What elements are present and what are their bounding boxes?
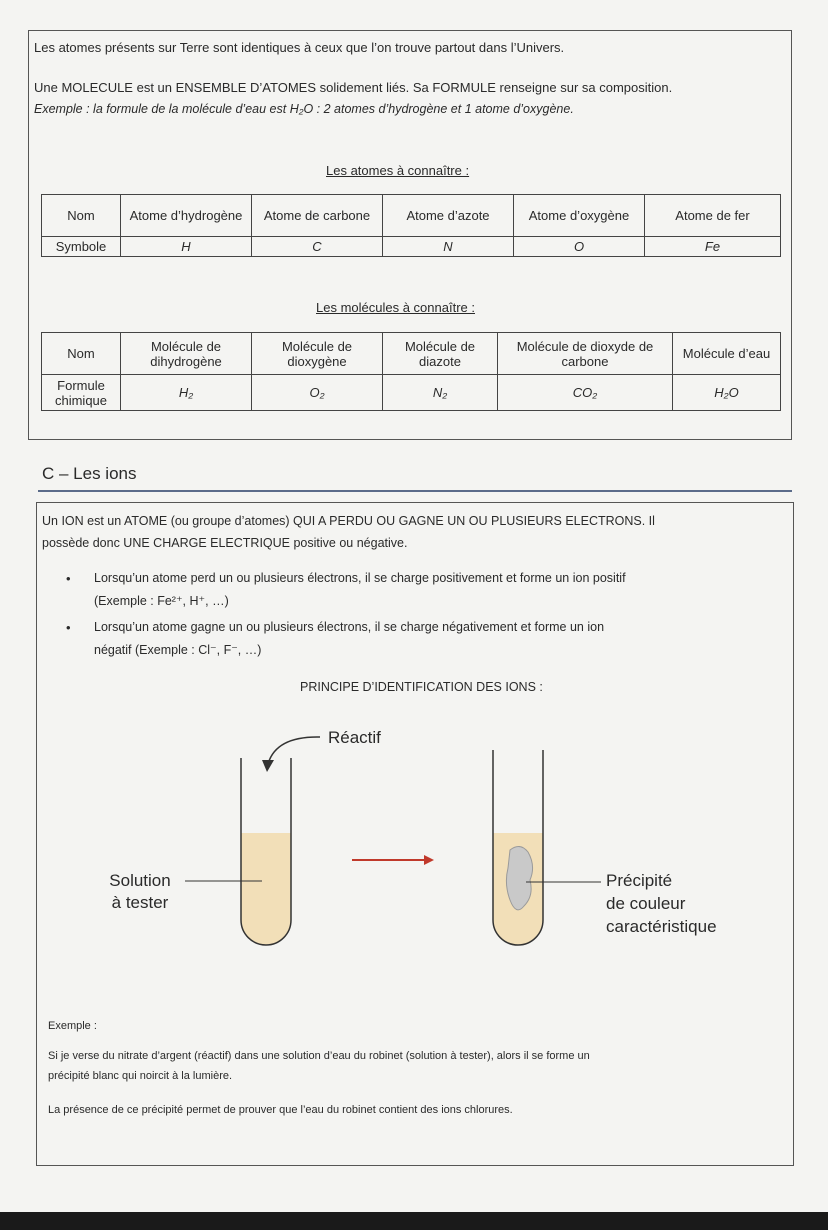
section-title: C – Les ions xyxy=(42,464,137,483)
ion-definition-line-2: possède donc UNE CHARGE ELECTRIQUE positive ou négative. xyxy=(42,536,408,550)
molecule-name: Molécule de dihydrogène xyxy=(121,333,252,375)
bullet-dot: • xyxy=(66,571,71,586)
intro-line-1: Les atomes présents sur Terre sont identiques à ceux que l’on trouve partout dans l’Univers. xyxy=(34,40,565,55)
ion-definition-line-1: Un ION est un ATOME (ou groupe d’atomes) QUI A PERDU OU GAGNE UN OU PLUSIEURS ELECTRONS. Il xyxy=(42,514,655,528)
atom-name: Atome de carbone xyxy=(252,195,383,237)
atom-symbol: H xyxy=(121,237,252,257)
atom-symbol: C xyxy=(252,237,383,257)
atom-name: Atome d’hydrogène xyxy=(121,195,252,237)
bullet-negative-line-1: Lorsqu’un atome gagne un ou plusieurs électrons, il se charge négativement et forme un ion xyxy=(94,620,605,634)
bullet-positive-line-1: Lorsqu’un atome perd un ou plusieurs électrons, il se charge positivement et forme un ion positif xyxy=(94,571,626,585)
solution-label: à tester xyxy=(111,893,169,912)
row-label-name: Nom xyxy=(42,333,121,375)
row-label-formula: Formule chimique xyxy=(42,375,121,411)
atom-name: Atome d’azote xyxy=(383,195,514,237)
atom-symbol: N xyxy=(383,237,514,257)
intro-line-2: Une MOLECULE est un ENSEMBLE D’ATOMES solidement liés. Sa FORMULE renseigne sur sa composition. xyxy=(34,80,673,95)
solution-label: Solution xyxy=(109,871,171,890)
precipitate-label: Précipité xyxy=(606,871,673,890)
molecules-table-title: Les molécules à connaître : xyxy=(316,300,475,315)
molecule-name: Molécule de diazote xyxy=(383,333,498,375)
molecule-name: Molécule de dioxyde de carbone xyxy=(498,333,673,375)
precipitate-label: caractéristique xyxy=(606,917,717,936)
atom-name: Atome de fer xyxy=(645,195,781,237)
atom-symbol: O xyxy=(514,237,645,257)
molecule-formula: CO₂ xyxy=(498,375,673,411)
arrowhead-icon xyxy=(424,855,434,865)
molecule-name: Molécule de dioxygène xyxy=(252,333,383,375)
row-label-symbol: Symbole xyxy=(42,237,121,257)
example-conclusion: La présence de ce précipité permet de prouver que l’eau du robinet contient des ions chlorures. xyxy=(48,1104,513,1116)
principle-title: PRINCIPE D’IDENTIFICATION DES IONS : xyxy=(300,680,543,694)
molecule-formula: N₂ xyxy=(383,375,498,411)
atom-symbol: Fe xyxy=(645,237,781,257)
bullet-dot: • xyxy=(66,620,71,635)
reagent-label: Réactif xyxy=(328,728,381,747)
example-text-line-2: précipité blanc qui noircit à la lumière. xyxy=(48,1070,233,1082)
row-label-name: Nom xyxy=(42,195,121,237)
molecule-formula: O₂ xyxy=(252,375,383,411)
example-text-line-1: Si je verse du nitrate d’argent (réactif) dans une solution d’eau du robinet (solution à tester), alors il se forme un xyxy=(48,1050,590,1062)
arrowhead-icon xyxy=(262,760,274,772)
reagent-arrow-icon xyxy=(268,737,320,764)
molecule-formula: H₂O xyxy=(673,375,781,411)
molecule-name: Molécule d’eau xyxy=(673,333,781,375)
atoms-table-title: Les atomes à connaître : xyxy=(326,163,470,178)
bullet-positive-line-2: (Exemple : Fe²⁺, H⁺, …) xyxy=(94,594,229,608)
intro-example: Exemple : la formule de la molécule d’eau est H₂O : 2 atomes d’hydrogène et 1 atome d’oxygène. xyxy=(34,102,574,116)
tube-liquid xyxy=(241,833,291,945)
example-heading: Exemple : xyxy=(48,1020,97,1032)
precipitate xyxy=(506,846,532,909)
atom-name: Atome d’oxygène xyxy=(514,195,645,237)
bullet-negative-line-2: négatif (Exemple : Cl⁻, F⁻, …) xyxy=(94,643,262,657)
precipitate-label: de couleur xyxy=(606,894,686,913)
bottom-edge xyxy=(0,1212,828,1230)
molecule-formula: H₂ xyxy=(121,375,252,411)
